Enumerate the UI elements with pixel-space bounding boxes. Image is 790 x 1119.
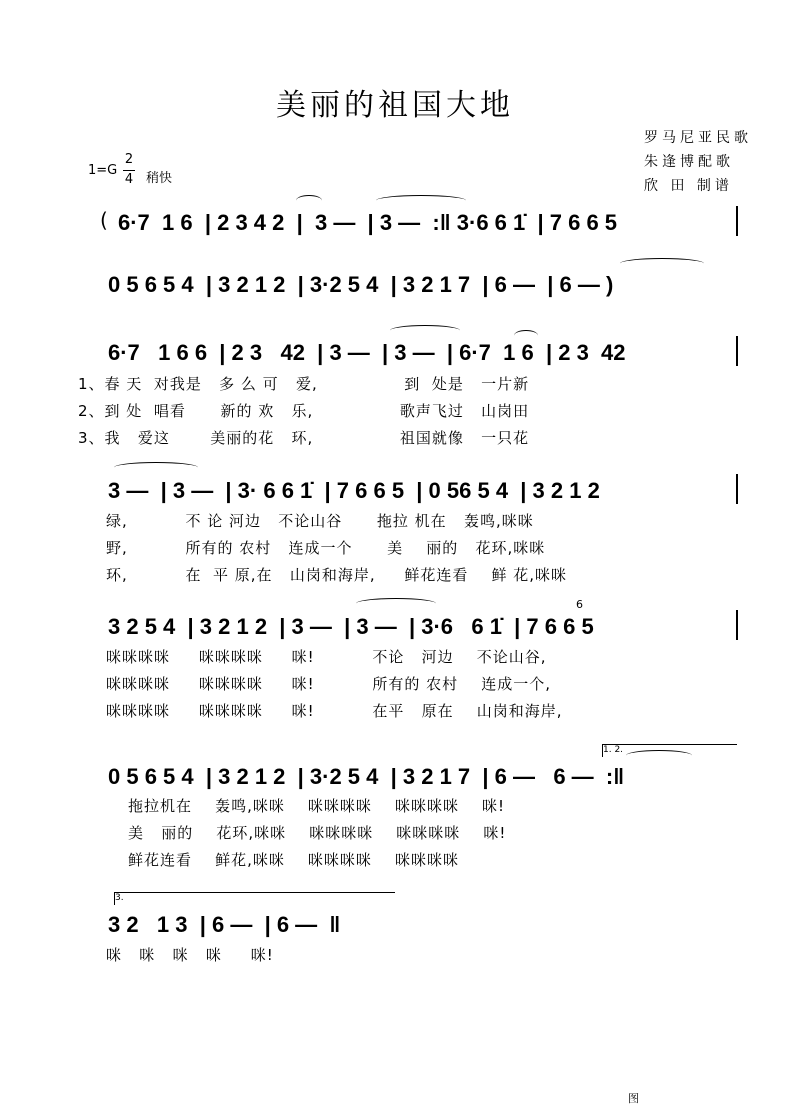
credit-origin: 罗马尼亚民歌 [644, 130, 752, 146]
lyric-row6-verse2: 美 丽的 花环,咪咪 咪咪咪咪 咪咪咪咪 咪! [128, 824, 507, 842]
slur [626, 750, 692, 761]
song-title: 美丽的祖国大地 [276, 88, 514, 123]
lyric-row3-verse3: 3、我 爱这 美丽的花 环, 祖国就像 一只花 [78, 429, 530, 447]
credit-lyricist: 朱逢博配歌 [644, 154, 734, 170]
intro-paren: ( [100, 208, 108, 232]
lyric-row4-verse2: 野, 所有的 农村 连成一个 美 丽的 花环,咪咪 [106, 539, 546, 557]
time-denominator: 4 [124, 172, 134, 187]
staff-row-1 [0, 210, 790, 250]
row-6-notes: 0 5 6 5 4 | 3 2 1 2 | 3·2 5 4 | 3 2 1 7 | 6 — 6 — :‖ [108, 764, 625, 789]
slur [390, 325, 460, 336]
volta-bracket-3 [114, 892, 395, 905]
lyric-row6-verse3: 鲜花连看 鲜花,咪咪 咪咪咪咪 咪咪咪咪 [128, 851, 459, 869]
time-numerator: 2 [124, 152, 134, 167]
time-fraction-line [123, 170, 135, 171]
barline [736, 474, 738, 504]
lyric-row6-verse1: 拖拉机在 轰鸣,咪咪 咪咪咪咪 咪咪咪咪 咪! [128, 797, 506, 815]
key-signature: 1=G [88, 163, 118, 178]
lyric-row3-verse1: 1、春 天 对我是 多 么 可 爱, 到 处是 一片新 [78, 375, 530, 393]
lyric-row5-verse3: 咪咪咪咪 咪咪咪咪 咪! 在平 原在 山岗和海岸, [106, 702, 563, 720]
grace-note: 6 [576, 598, 583, 611]
lyric-row5-verse2: 咪咪咪咪 咪咪咪咪 咪! 所有的 农村 连成一个, [106, 675, 551, 693]
slur [514, 330, 538, 341]
slur [296, 195, 322, 206]
volta-label: 1. 2. [603, 745, 624, 755]
lyric-row3-verse2: 2、到 处 唱看 新的 欢 乐, 歌声飞过 山岗田 [78, 402, 530, 420]
watermark-stamp: 图 [628, 1092, 639, 1105]
barline [736, 336, 738, 366]
staff-row-2 [0, 272, 790, 312]
slur [376, 195, 466, 206]
barline [736, 610, 738, 640]
lyric-row4-verse1: 绿, 不 论 河边 不论山谷 拖拉 机在 轰鸣,咪咪 [106, 512, 534, 530]
slur [620, 258, 704, 269]
row-1-notes: 6·7 1 6 | 2 3 4 2 | 3 — | 3 — :‖ 3·6 6 1̇ | 7 6 6 5 [118, 210, 618, 235]
lyric-row4-verse3: 环, 在 平 原,在 山岗和海岸, 鲜花连看 鲜 花,咪咪 [106, 566, 568, 584]
slur [356, 598, 436, 609]
row-4-notes: 3 — | 3 — | 3· 6 6 1̇ | 7 6 6 5 | 0 56 5 4 | 3 2 1 2 [108, 478, 600, 503]
row-2-notes: 0 5 6 5 4 | 3 2 1 2 | 3·2 5 4 | 3 2 1 7 | 6 — | 6 — ) [108, 272, 614, 297]
row-7-notes: 3 2 1 3 | 6 — | 6 — ‖ [108, 912, 341, 937]
credit-arranger: 欣 田 制谱 [644, 178, 733, 194]
lyric-row7: 咪 咪 咪 咪 咪! [106, 946, 274, 964]
volta-label: 3. [115, 893, 124, 903]
row-5-notes: 3 2 5 4 | 3 2 1 2 | 3 — | 3 — | 3·6 6 1̇ | 7 6 6 5 [108, 614, 594, 639]
slur [114, 462, 198, 473]
lyric-row5-verse1: 咪咪咪咪 咪咪咪咪 咪! 不论 河边 不论山谷, [106, 648, 547, 666]
barline [736, 206, 738, 236]
tempo-marking: 稍快 [146, 171, 173, 186]
row-3-notes: 6·7 1 6 6 | 2 3 42 | 3 — | 3 — | 6·7 1 6 | 2 3 42 [108, 340, 626, 365]
